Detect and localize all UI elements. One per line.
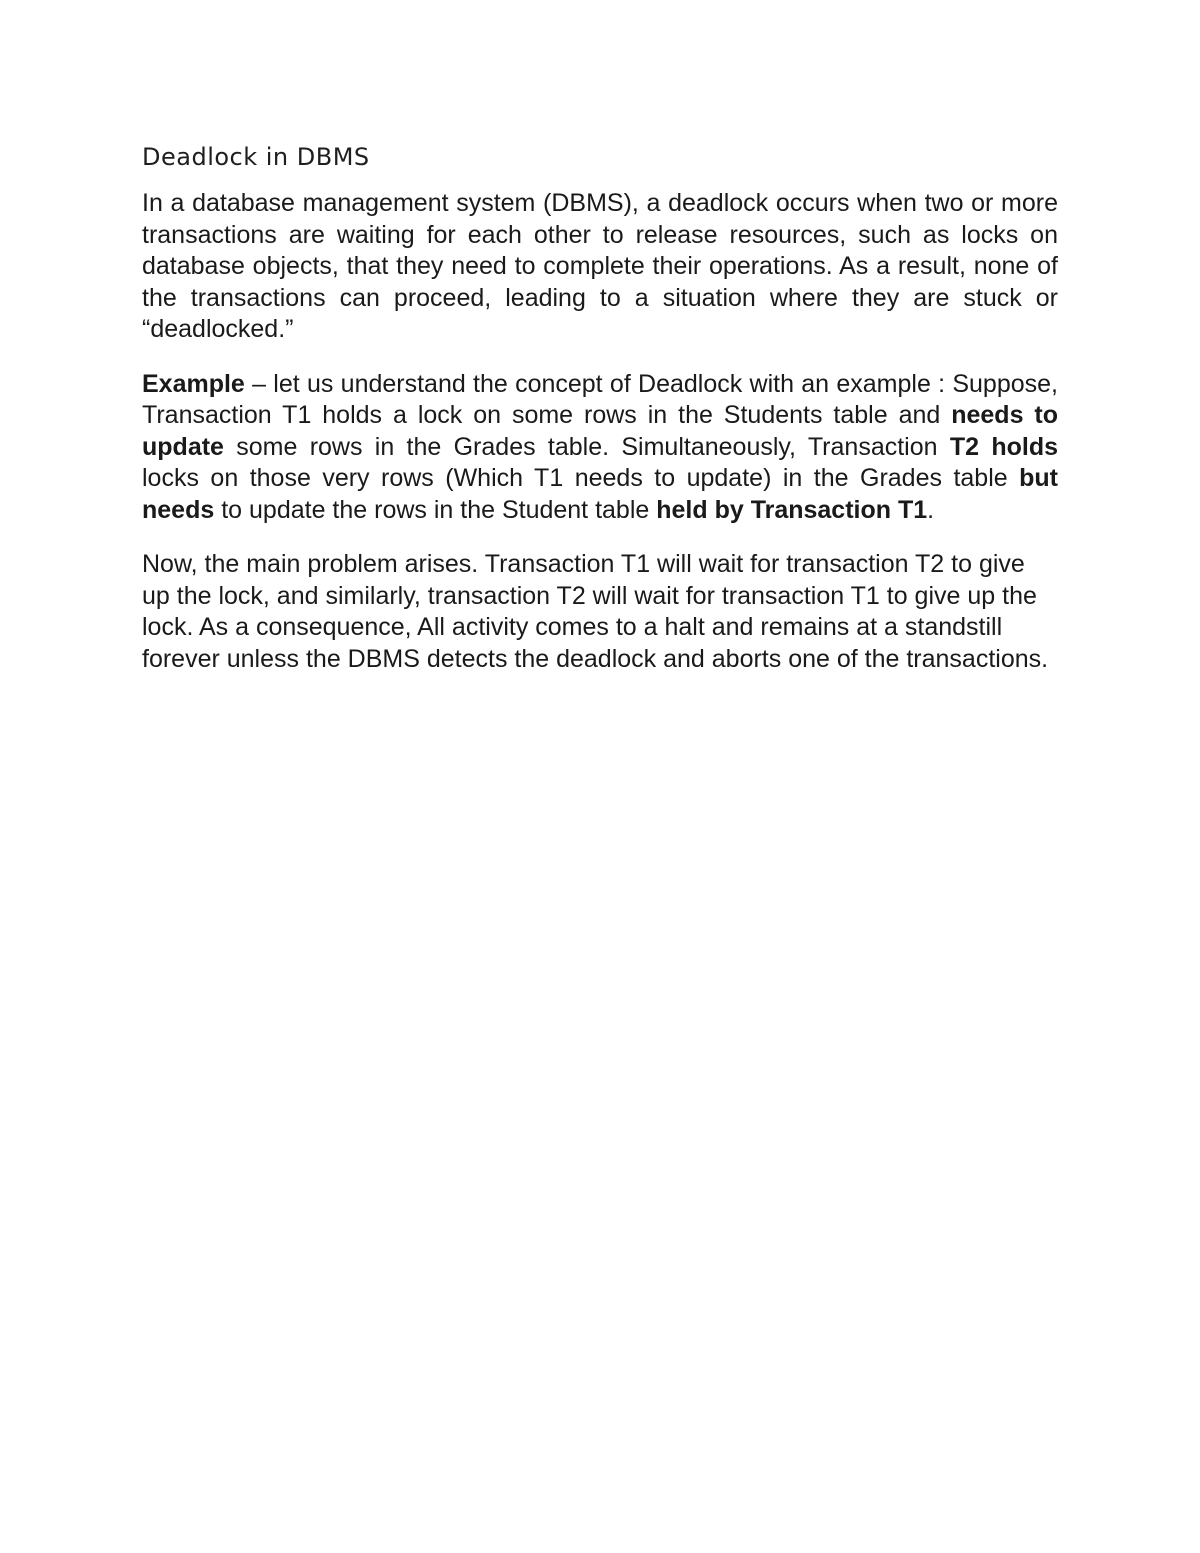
example-text-1: – let us understand the concept of Deadlock with an example : Suppose, Transaction T1 holds a lock on some rows in the Students table and <box>142 369 1058 429</box>
document-title: Deadlock in DBMS <box>142 143 370 171</box>
example-paragraph <box>142 369 1058 527</box>
example-bold-needs-to-update: needs to update <box>142 401 1059 461</box>
example-bold-t2-holds: T2 holds <box>949 432 1058 461</box>
example-text-2: some rows in the Grades table. Simultaneously, Transaction <box>223 432 950 461</box>
example-bold-held-by-t1: held by Transaction T1 <box>656 495 928 524</box>
example-bold-but-needs: but needs <box>142 464 1058 524</box>
example-label: Example <box>142 369 245 398</box>
document-page <box>142 140 1058 698</box>
problem-paragraph: Now, the main problem arises. Transaction T1 will wait for transaction T2 to give up the lock, and similarly, transaction T2 will wait for transaction T1 to give up the lock. As a consequence, All activity comes to a halt and remains at a standstill forever unless the DBMS detects the deadlock and aborts one of the transactions. <box>142 550 1049 673</box>
intro-paragraph: In a database management system (DBMS), a deadlock occurs when two or more transactions are waiting for each other to release resources, such as locks on database objects, that they need to complete their operations. As a result, none of the transactions can proceed, leading to a situation where they are stuck or “deadlocked.” <box>142 189 1058 343</box>
example-text-5: . <box>927 495 935 524</box>
example-text-4: to update the rows in the Student table <box>214 495 657 524</box>
example-text-3: locks on those very rows (Which T1 needs to update) in the Grades table <box>142 464 1020 492</box>
